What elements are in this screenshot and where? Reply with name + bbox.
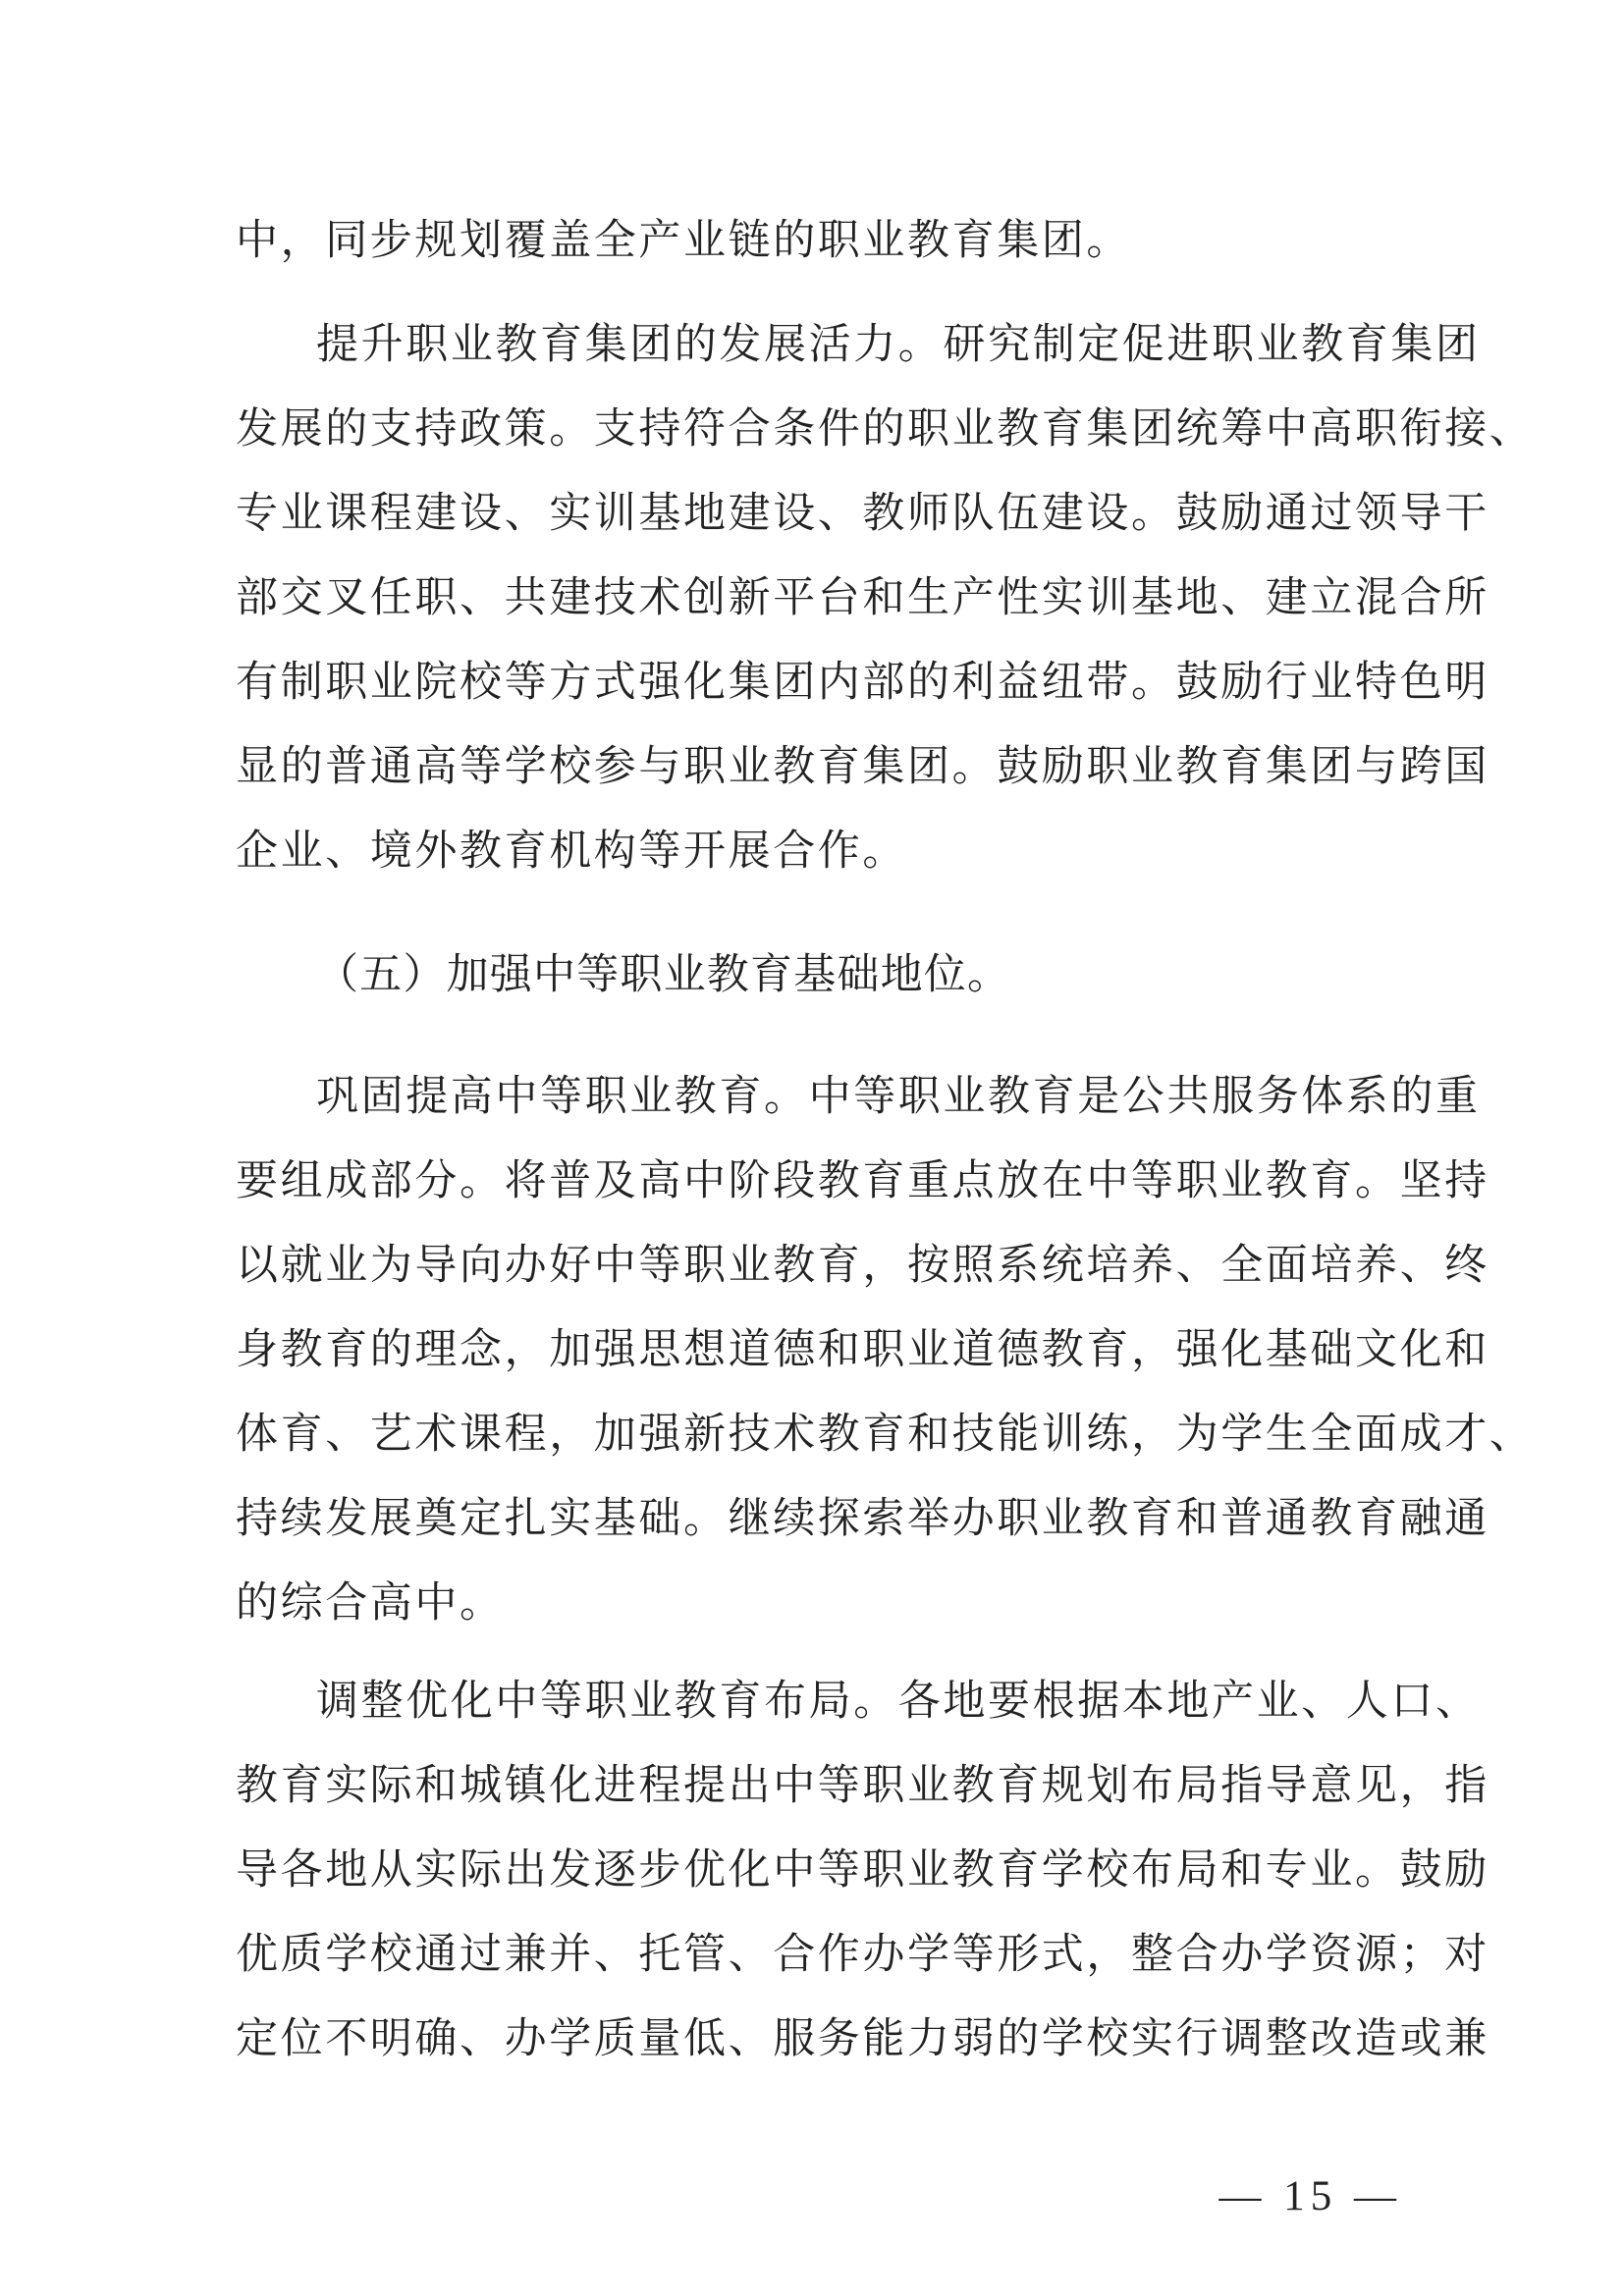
paragraph-line: 显的普通高等学校参与职业教育集团。鼓励职业教育集团与跨国 (236, 742, 1489, 791)
paragraph-line: 导各地从实际出发逐步优化中等职业教育学校布局和专业。鼓励 (236, 1845, 1489, 1895)
page-number: — 15 — (1218, 2173, 1402, 2219)
paragraph-line: 优质学校通过兼并、托管、合作办学等形式，整合办学资源；对 (236, 1930, 1489, 1979)
section-heading: （五）加强中等职业教育基础地位。 (316, 950, 1011, 999)
paragraph-line: 部交叉任职、共建技术创新平台和生产性实训基地、建立混合所 (236, 573, 1489, 622)
paragraph-line: 要组成部分。将普及高中阶段教育重点放在中等职业教育。坚持 (236, 1156, 1489, 1205)
paragraph-line: 巩固提高中等职业教育。中等职业教育是公共服务体系的重 (316, 1072, 1481, 1121)
paragraph-line: 身教育的理念，加强思想道德和职业道德教育，强化基础文化和 (236, 1325, 1489, 1374)
paragraph-line: 企业、境外教育机构等开展合作。 (236, 827, 907, 876)
paragraph-line: 有制职业院校等方式强化集团内部的利益纽带。鼓励行业特色明 (236, 658, 1489, 707)
paragraph-line: 以就业为导向办好中等职业教育，按照系统培养、全面培养、终 (236, 1241, 1489, 1290)
paragraph-line: 调整优化中等职业教育布局。各地要根据本地产业、人口、 (316, 1677, 1481, 1726)
paragraph-line: 教育实际和城镇化进程提出中等职业教育规划布局指导意见，指 (236, 1761, 1489, 1810)
paragraph-line: 持续发展奠定扎实基础。继续探索举办职业教育和普通教育融通 (236, 1494, 1489, 1543)
paragraph-line: 专业课程建设、实训基地建设、教师队伍建设。鼓励通过领导干 (236, 489, 1489, 538)
paragraph-line: 发展的支持政策。支持符合条件的职业教育集团统筹中高职衔接、 (236, 404, 1535, 454)
paragraph-line: 体育、艺术课程，加强新技术教育和技能训练，为学生全面成才、 (236, 1410, 1535, 1459)
paragraph-line: 的综合高中。 (236, 1578, 505, 1628)
paragraph-line: 中，同步规划覆盖全产业链的职业教育集团。 (236, 216, 1131, 265)
paragraph-line: 提升职业教育集团的发展活力。研究制定促进职业教育集团 (316, 320, 1481, 369)
paragraph-line: 定位不明确、办学质量低、服务能力弱的学校实行调整改造或兼 (236, 2014, 1489, 2063)
